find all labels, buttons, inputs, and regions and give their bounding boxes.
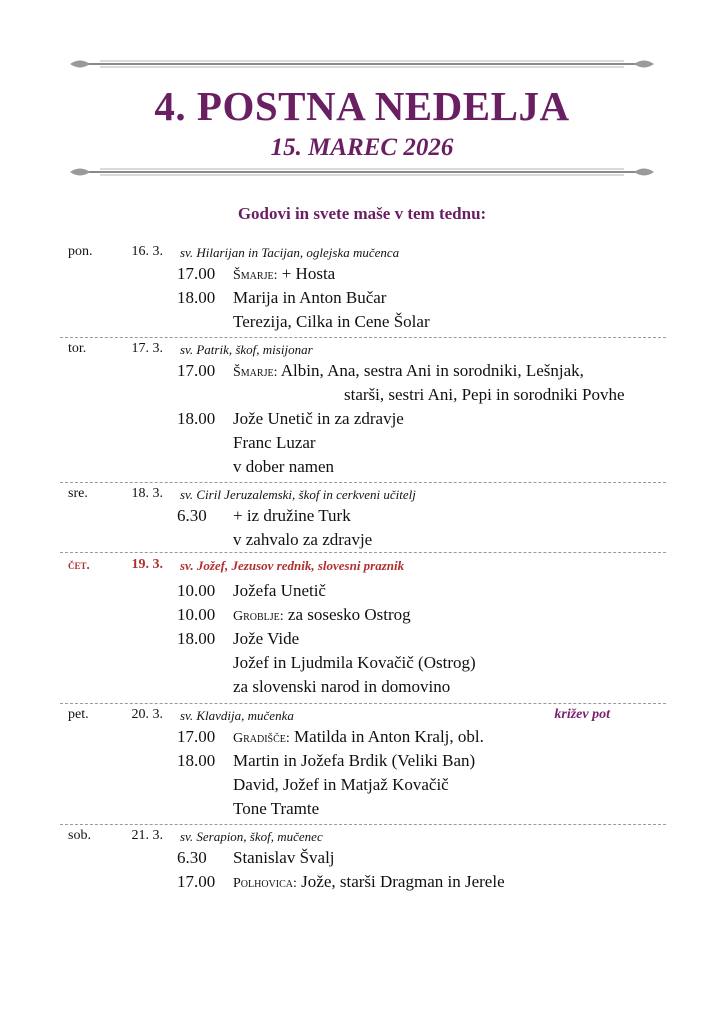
day-date: 17. 3. xyxy=(131,341,163,356)
mass-time: 17.00 xyxy=(177,264,216,283)
mass-entry xyxy=(177,775,449,799)
mass-time: 17.00 xyxy=(177,872,216,891)
mass-time: 17.00 xyxy=(177,727,216,746)
day-of-week: čet. xyxy=(68,557,90,572)
mass-entry xyxy=(177,751,475,775)
day-date: 18. 3. xyxy=(131,486,163,501)
saint-of-day: sv. Patrik, škof, misijonar xyxy=(180,342,313,357)
day-of-week: pet. xyxy=(68,707,89,722)
mass-time: 18.00 xyxy=(177,409,216,428)
mass-entry xyxy=(177,727,484,751)
mass-entry xyxy=(177,530,372,554)
mass-location: Šmarje: xyxy=(233,268,278,283)
mass-intention: Marija in Anton Bučar xyxy=(233,288,387,307)
mass-time: 6.30 xyxy=(177,848,207,867)
mass-time: 10.00 xyxy=(177,605,216,624)
mass-time: 10.00 xyxy=(177,581,216,600)
mass-time: 18.00 xyxy=(177,629,216,648)
mass-time: 18.00 xyxy=(177,751,216,770)
day-of-week: pon. xyxy=(68,244,93,259)
mass-entry xyxy=(177,653,476,677)
day-date: 19. 3. xyxy=(131,557,163,572)
mass-entry xyxy=(177,581,326,605)
mass-intention: Franc Luzar xyxy=(233,433,316,452)
bottom-ornament xyxy=(70,164,654,180)
mass-entry xyxy=(177,361,584,385)
mass-intention: Stanislav Švalj xyxy=(233,848,335,867)
saint-of-day: sv. Serapion, škof, mučenec xyxy=(180,829,323,844)
page-title: 4. POSTNA NEDELJA xyxy=(154,83,570,129)
mass-entry xyxy=(177,506,351,530)
day-date: 21. 3. xyxy=(131,828,163,843)
mass-location: Šmarje: xyxy=(233,365,278,380)
mass-intention: + iz družine Turk xyxy=(233,506,351,525)
mass-intention: Jože Unetič in za zdravje xyxy=(233,409,404,428)
day-of-week: sob. xyxy=(68,828,91,843)
mass-time: 17.00 xyxy=(177,361,216,380)
mass-intention: + Hosta xyxy=(281,264,336,283)
mass-intention: Jože, starši Dragman in Jerele xyxy=(301,872,505,891)
mass-intention: Matilda in Anton Kralj, obl. xyxy=(294,727,484,746)
mass-intention: Jože Vide xyxy=(233,629,300,648)
mass-entry xyxy=(177,629,299,653)
day-divider xyxy=(60,703,666,704)
day-date: 20. 3. xyxy=(131,707,163,722)
day-date: 16. 3. xyxy=(131,244,163,259)
mass-entry xyxy=(177,457,334,481)
mass-intention-continuation: starši, sestri Ani, Pepi in sorodniki Povhe xyxy=(344,385,625,404)
mass-entry xyxy=(177,288,386,312)
day-divider xyxy=(60,824,666,825)
mass-intention: Tone Tramte xyxy=(233,799,320,818)
day-divider xyxy=(60,482,666,483)
mass-intention: Terezija, Cilka in Cene Šolar xyxy=(233,312,430,331)
mass-intention: David, Jožef in Matjaž Kovačič xyxy=(233,775,449,794)
mass-intention: Jožefa Unetič xyxy=(233,581,326,600)
day-of-week: tor. xyxy=(68,341,87,356)
mass-time: 18.00 xyxy=(177,288,216,307)
saint-of-day: sv. Jožef, Jezusov rednik, slovesni praznik xyxy=(180,558,405,573)
mass-intention: Jožef in Ljudmila Kovačič (Ostrog) xyxy=(233,653,476,672)
mass-intention: za slovenski narod in domovino xyxy=(233,677,451,696)
day-of-week: sre. xyxy=(68,486,88,501)
page-date: 15. MAREC 2026 xyxy=(270,134,454,161)
mass-entry xyxy=(177,799,319,823)
mass-intention: v dober namen xyxy=(233,457,335,476)
mass-entry xyxy=(177,264,335,288)
mass-entry xyxy=(177,872,505,896)
saint-of-day: sv. Klavdija, mučenka xyxy=(180,708,294,723)
mass-intention: v zahvalo za zdravje xyxy=(233,530,373,549)
mass-entry xyxy=(177,605,411,629)
saint-of-day: sv. Hilarijan in Tacijan, oglejska mučenca xyxy=(180,245,400,260)
day-divider xyxy=(60,552,666,553)
mass-intention: za sosesko Ostrog xyxy=(287,605,411,624)
top-ornament xyxy=(70,56,654,72)
mass-entry xyxy=(177,848,335,872)
mass-entry xyxy=(177,677,450,701)
mass-intention: Albin, Ana, sestra Ani in sorodniki, Lešnjak, xyxy=(280,361,584,380)
mass-entry xyxy=(177,409,404,433)
day-divider xyxy=(60,337,666,338)
mass-location: Groblje: xyxy=(233,609,284,624)
saint-of-day: sv. Ciril Jeruzalemski, škof in cerkveni učitelj xyxy=(180,487,416,502)
mass-entry xyxy=(177,312,430,336)
mass-location: Gradišče: xyxy=(233,731,290,746)
way-of-cross-note: križev pot xyxy=(554,707,610,722)
mass-intention: Martin in Jožefa Brdik (Veliki Ban) xyxy=(233,751,476,770)
mass-location: Polhovica: xyxy=(233,876,297,891)
mass-entry xyxy=(177,433,316,457)
section-subtitle: Godovi in svete maše v tem tednu: xyxy=(237,204,487,223)
mass-time: 6.30 xyxy=(177,506,207,525)
